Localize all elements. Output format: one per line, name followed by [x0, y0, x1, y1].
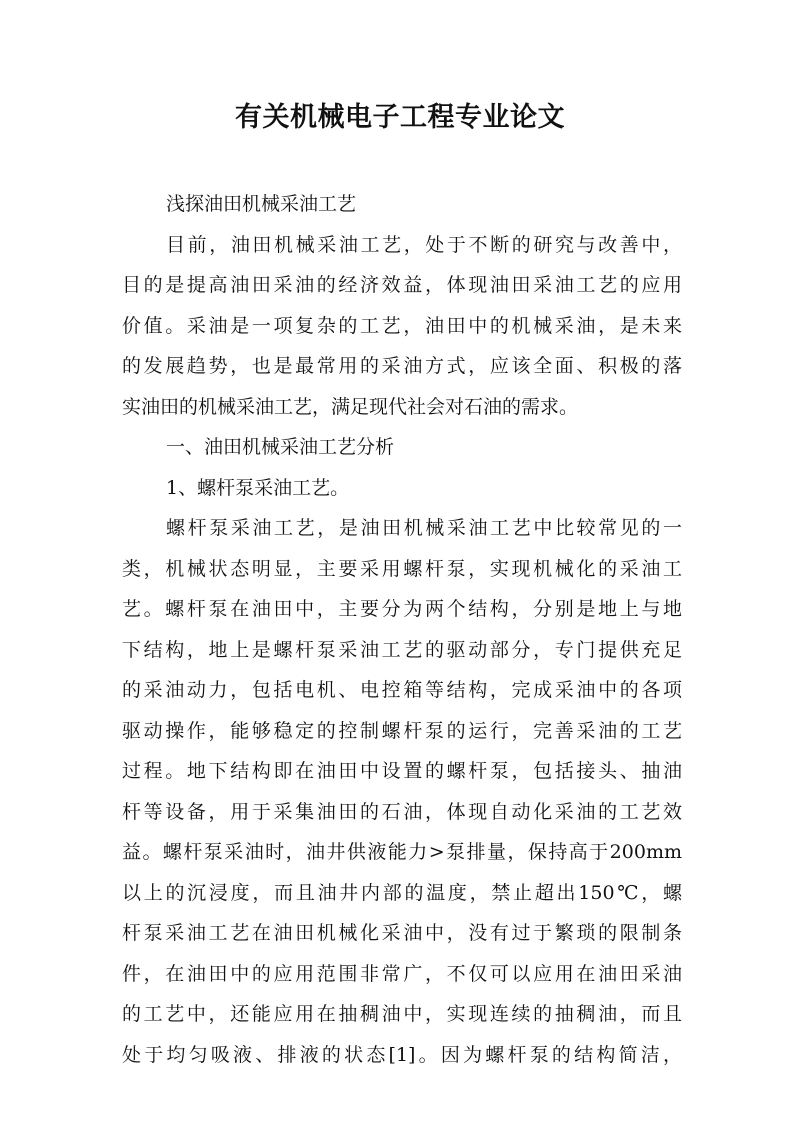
document-body — [122, 184, 682, 1075]
paragraph-line: 实油田的机械采油工艺，满足现代社会对石油的需求。 — [122, 395, 579, 418]
paragraph-line: 目前，油田机械采油工艺，处于不断的研究与改善中， — [166, 233, 682, 256]
paragraph-line: 目的是提高油田采油的经济效益，体现油田采油工艺的应用 — [122, 274, 682, 296]
paragraph-line: 艺。螺杆泵在油田中，主要分为两个结构，分别是地上与地 — [122, 598, 682, 620]
paragraph-line: 件，在油田中的应用范围非常广，不仅可以应用在油田采油 — [122, 962, 682, 985]
paragraph-line: 的发展趋势，也是最常用的采油方式，应该全面、积极的落 — [122, 355, 682, 377]
paragraph-line: 的采油动力，包括电机、电控箱等结构，完成采油中的各项 — [122, 679, 682, 701]
paragraph-line: 以上的沉浸度，而且油井内部的温度，禁止超出150℃，螺 — [122, 881, 682, 904]
paragraph-line: 的工艺中，还能应用在抽稠油中，实现连续的抽稠油，而且 — [122, 1003, 682, 1025]
document-title: 有关机械电子工程专业论文 — [235, 102, 565, 133]
paragraph-line: 杆等设备，用于采集油田的石油，体现自动化采油的工艺效 — [122, 800, 682, 823]
paragraph-line: 下结构，地上是螺杆泵采油工艺的驱动部分，专门提供充足 — [122, 638, 682, 661]
paragraph-line: 处于均匀吸液、排液的状态[1]。因为螺杆泵的结构简洁， — [122, 1043, 682, 1066]
subsection-heading: 1、螺杆泵采油工艺。 — [166, 476, 350, 499]
paragraph-line: 益。螺杆泵采油时，油井供液能力>泵排量，保持高于200mm — [122, 841, 682, 863]
paragraph-line: 过程。地下结构即在油田中设置的螺杆泵，包括接头、抽油 — [122, 760, 682, 782]
section-heading: 一、油田机械采油工艺分析 — [166, 436, 395, 458]
paragraph-line: 螺杆泵采油工艺，是油田机械采油工艺中比较常见的一 — [166, 517, 682, 539]
paragraph-line: 价值。采油是一项复杂的工艺，油田中的机械采油，是未来 — [122, 314, 682, 337]
paragraph-line: 驱动操作，能够稳定的控制螺杆泵的运行，完善采油的工艺 — [122, 719, 682, 742]
paragraph-line: 类，机械状态明显，主要采用螺杆泵，实现机械化的采油工 — [122, 557, 682, 580]
section-heading: 浅探油田机械采油工艺 — [166, 193, 357, 215]
paragraph-line: 杆泵采油工艺在油田机械化采油中，没有过于繁琐的限制条 — [122, 922, 682, 944]
